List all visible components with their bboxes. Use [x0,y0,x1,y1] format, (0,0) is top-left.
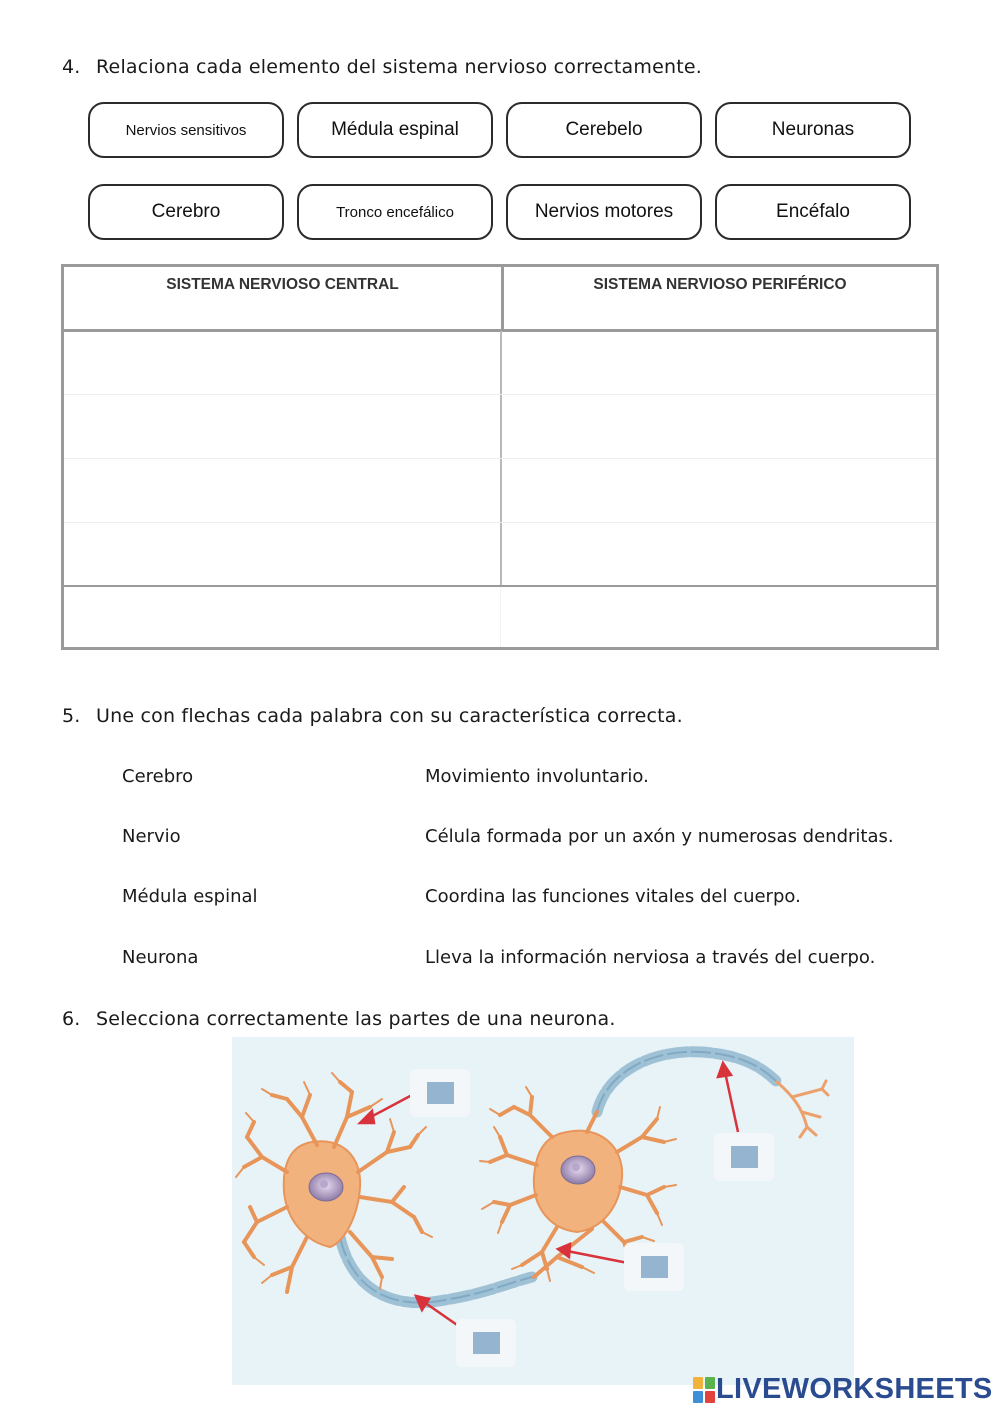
match-word-neurona[interactable]: Neurona [122,947,199,968]
header-periferico: SISTEMA NERVIOSO PERIFÉRICO [501,267,936,331]
question-6-title [62,1008,616,1030]
chip-nervios-sensitivos[interactable]: Nervios sensitivos [88,102,284,158]
question-text: Selecciona correctamente las partes de una neurona. [96,1008,616,1030]
match-word-nervio[interactable]: Nervio [122,826,181,847]
answer-box-inner [731,1146,758,1168]
axon-2 [597,1052,777,1112]
match-definition-2[interactable]: Célula formada por un axón y numerosas dendritas. [425,826,894,847]
liveworksheets-logo [692,1373,993,1406]
drop-cell-periferico-5[interactable] [502,587,936,650]
answer-box-myelin[interactable] [456,1319,516,1367]
nucleolus-2 [572,1163,580,1171]
drop-cell-periferico-2[interactable] [502,395,936,458]
drop-cell-central-5[interactable] [64,587,500,650]
answer-box-inner [641,1256,668,1278]
neuron-illustration [232,1037,854,1385]
chip-tronco-encefalico[interactable]: Tronco encefálico [297,184,493,240]
column-divider [500,587,501,647]
neuron-diagram [232,1037,854,1385]
answer-box-axon[interactable] [714,1133,774,1181]
question-5-title [62,705,683,727]
answer-box-dendrites[interactable] [410,1069,470,1117]
drop-cell-periferico-3[interactable] [502,459,936,522]
chip-cerebro[interactable]: Cerebro [88,184,284,240]
chip-cerebelo[interactable]: Cerebelo [506,102,702,158]
drop-cell-periferico-1[interactable] [502,331,936,394]
drop-cell-central-4[interactable] [64,523,500,586]
chip-neuronas[interactable]: Neuronas [715,102,911,158]
nucleolus-1 [320,1180,328,1188]
answer-box-inner [427,1082,454,1104]
chip-encefalo[interactable]: Encéfalo [715,184,911,240]
axon-terminal [777,1081,828,1137]
answer-box-inner [473,1332,500,1354]
logo-icon [692,1376,716,1404]
chip-medula-espinal[interactable]: Médula espinal [297,102,493,158]
question-text: Une con flechas cada palabra con su característica correcta. [96,705,683,727]
match-definition-4[interactable]: Lleva la información nerviosa a través del cuerpo. [425,947,876,968]
question-4-title [62,56,702,78]
drop-cell-central-2[interactable] [64,395,500,458]
match-definition-3[interactable]: Coordina las funciones vitales del cuerpo. [425,886,801,907]
question-number: 6. [62,1008,81,1030]
drop-cell-periferico-4[interactable] [502,523,936,586]
match-definition-1[interactable]: Movimiento involuntario. [425,766,649,787]
axon-1 [340,1237,532,1303]
header-central: SISTEMA NERVIOSO CENTRAL [166,276,399,293]
match-word-medula[interactable]: Médula espinal [122,886,258,907]
classification-table [61,264,939,650]
question-number: 4. [62,56,81,78]
question-text: Relaciona cada elemento del sistema nervioso correctamente. [96,56,702,78]
chip-nervios-motores[interactable]: Nervios motores [506,184,702,240]
answer-box-terminal[interactable] [624,1243,684,1291]
drop-cell-central-3[interactable] [64,459,500,522]
logo-text: LIVEWORKSHEETS [716,1373,993,1405]
drop-cell-central-1[interactable] [64,331,500,394]
match-word-cerebro[interactable]: Cerebro [122,766,194,787]
question-number: 5. [62,705,81,727]
